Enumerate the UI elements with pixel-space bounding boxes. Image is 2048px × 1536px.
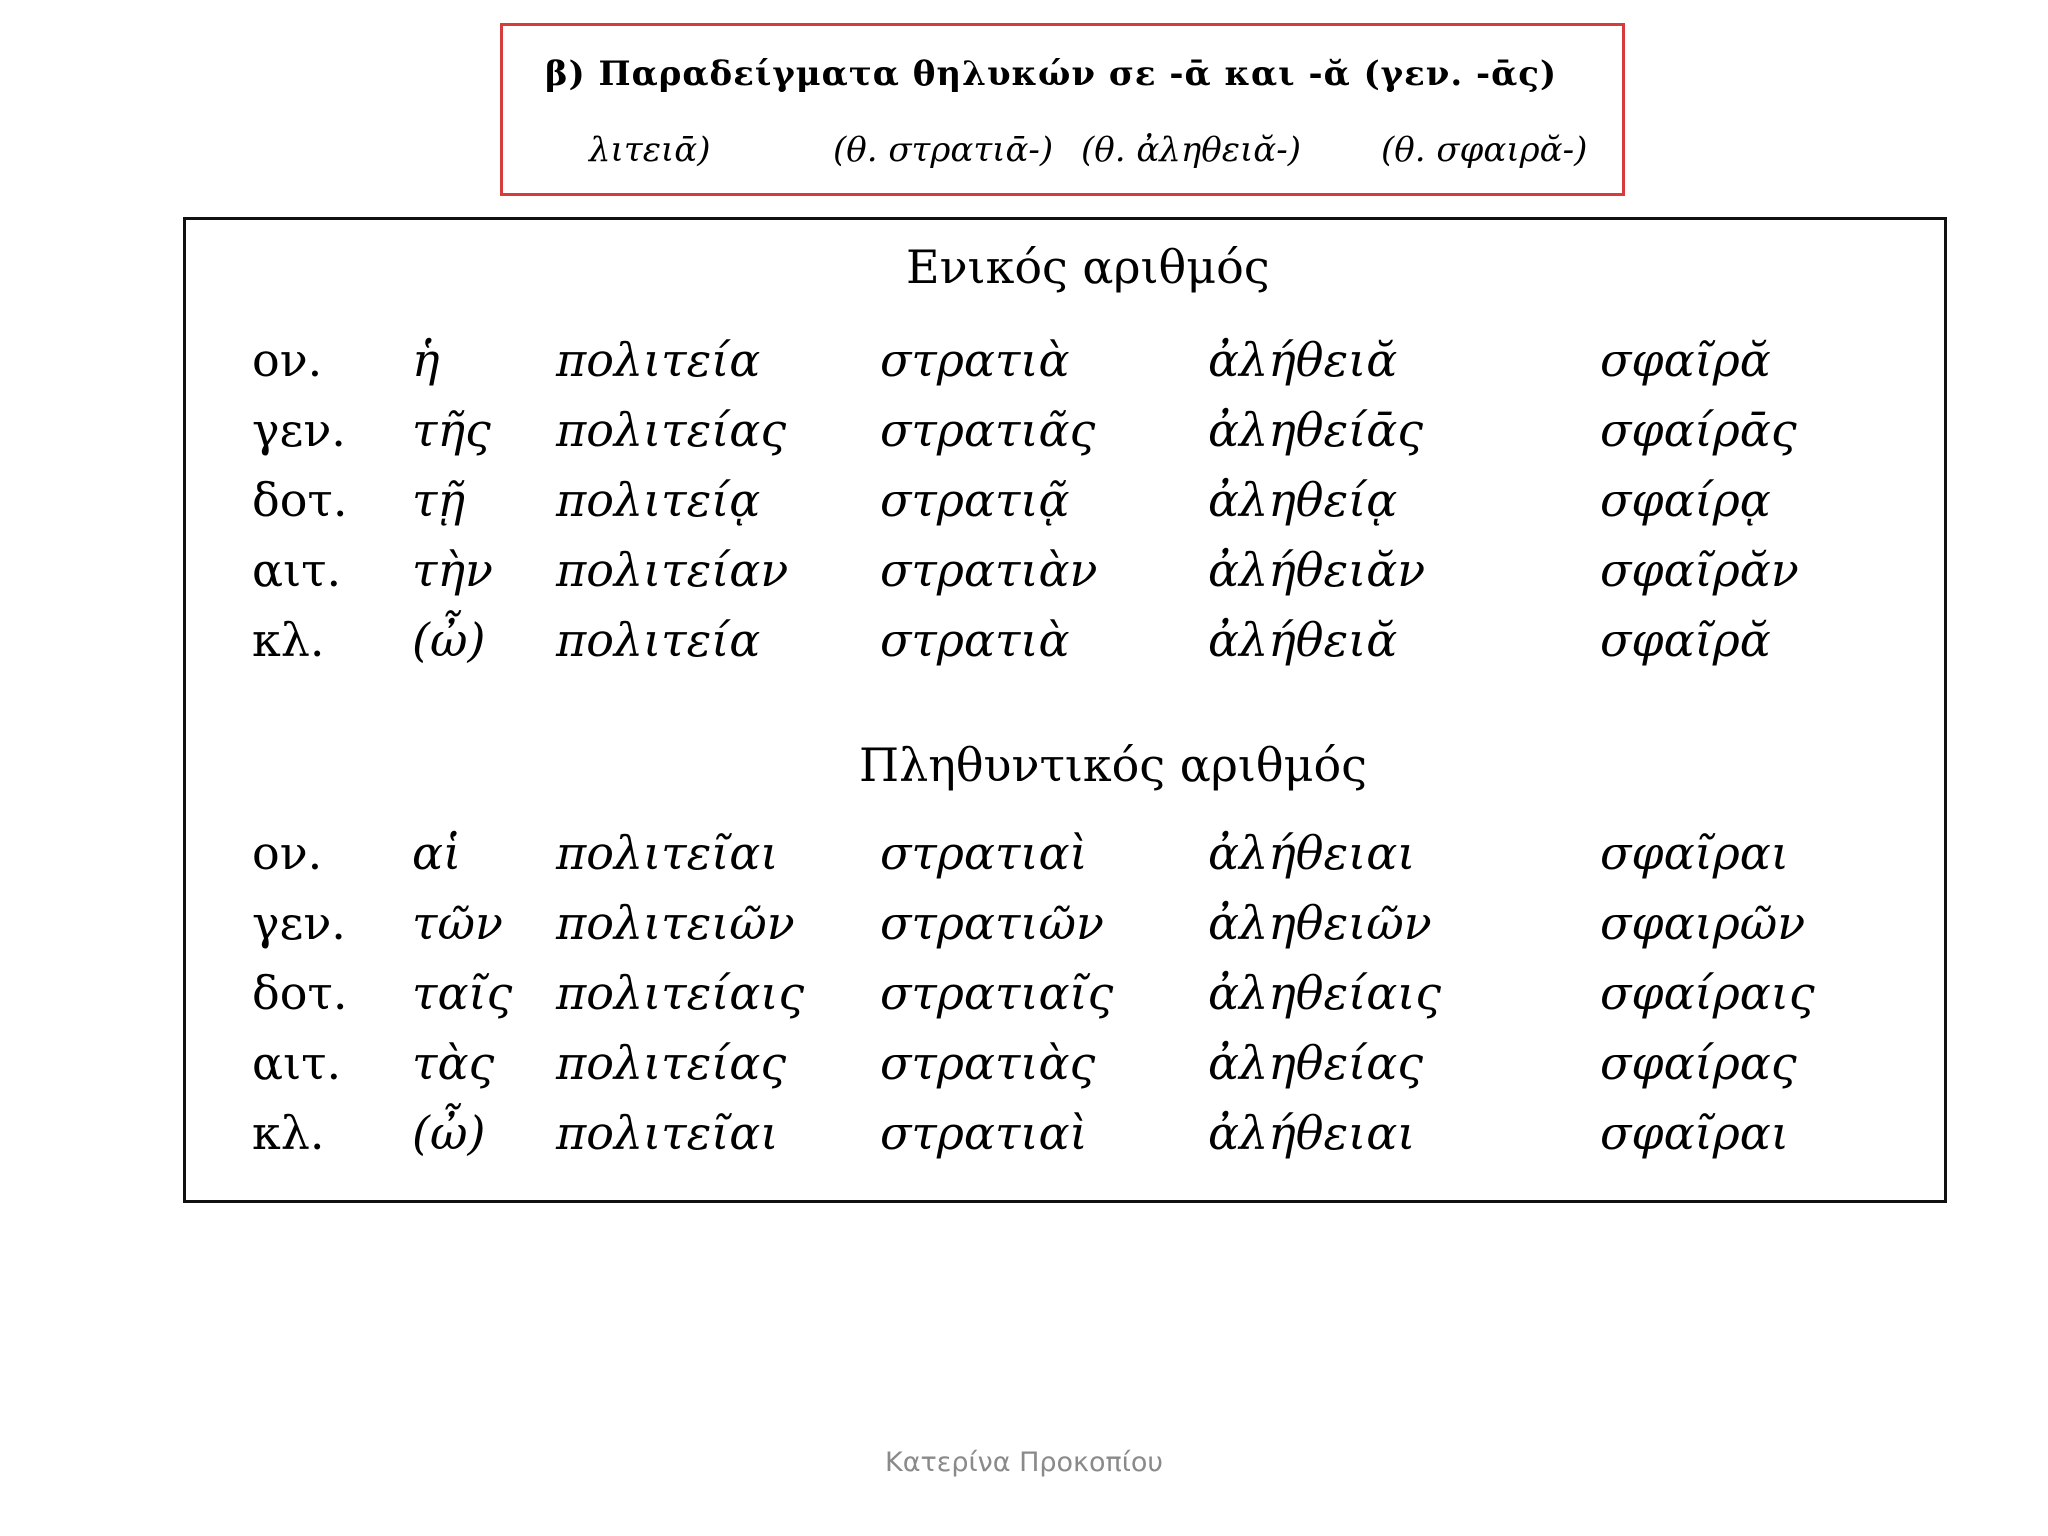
stratia-form: στρατιαὶ — [880, 826, 1088, 880]
politeia-form: πολιτείαις — [556, 966, 805, 1020]
aletheia-form: ἀλήθειαι — [1208, 1106, 1416, 1160]
article-form: τῇ — [412, 473, 466, 527]
plural-row — [186, 963, 1944, 1033]
article-form: (ὦ) — [412, 613, 486, 667]
aletheia-form: ἀληθειῶν — [1208, 896, 1432, 950]
stem-aletheia: (θ. ἀληθειᾰ-) — [1081, 130, 1301, 170]
stem-sfaira: (θ. σφαιρᾰ-) — [1381, 130, 1588, 170]
sfaira-form: σφαίρᾱς — [1600, 403, 1797, 457]
article-form: ἡ — [412, 333, 440, 387]
stratia-form: στρατιᾶς — [880, 403, 1096, 457]
aletheia-form: ἀλήθειᾰ — [1208, 333, 1398, 387]
aletheia-form: ἀληθείαις — [1208, 966, 1442, 1020]
politeia-form: πολιτεῖαι — [556, 1106, 779, 1160]
sfaira-form: σφαίραις — [1600, 966, 1815, 1020]
article-form: (ὦ) — [412, 1106, 486, 1160]
singular-row — [186, 610, 1944, 680]
sfaira-form: σφαῖρᾰ — [1600, 333, 1771, 387]
plural-heading: Πληθυντικός αριθμός — [859, 738, 1367, 792]
aletheia-form: ἀλήθειᾰν — [1208, 543, 1426, 597]
aletheia-form: ἀλήθειαι — [1208, 826, 1416, 880]
aletheia-form: ἀληθείᾳ — [1208, 473, 1398, 527]
case-label: ον. — [252, 333, 323, 387]
plural-row — [186, 823, 1944, 893]
declension-table — [183, 217, 1947, 1203]
singular-row — [186, 470, 1944, 540]
article-form: τὰς — [412, 1036, 495, 1090]
aletheia-form: ἀληθείᾱς — [1208, 403, 1424, 457]
article-form: τὴν — [412, 543, 493, 597]
politeia-form: πολιτείας — [556, 403, 787, 457]
plural-row — [186, 1103, 1944, 1173]
header-title: β) Παραδείγματα θηλυκών σε -ᾱ και -ᾰ (γεν. -ᾱς) — [545, 54, 1558, 94]
article-form: τῆς — [412, 403, 491, 457]
singular-heading: Ενικός αριθμός — [906, 240, 1270, 294]
case-label: γεν. — [252, 403, 346, 457]
case-label: γεν. — [252, 896, 346, 950]
politeia-form: πολιτείαν — [556, 543, 789, 597]
singular-row — [186, 330, 1944, 400]
sfaira-form: σφαίρας — [1600, 1036, 1797, 1090]
stem-stratia: (θ. στρατιᾱ-) — [833, 130, 1054, 170]
singular-row — [186, 400, 1944, 470]
case-label: δοτ. — [252, 473, 348, 527]
footer-author: Κατερίνα Προκοπίου — [884, 1447, 1163, 1478]
politeia-form: πολιτεῖαι — [556, 826, 779, 880]
article-form: ταῖς — [412, 966, 513, 1020]
case-label: ον. — [252, 826, 323, 880]
stratia-form: στρατιὰν — [880, 543, 1098, 597]
plural-row — [186, 1033, 1944, 1103]
stratia-form: στρατιᾷ — [880, 473, 1070, 527]
case-label: κλ. — [252, 613, 325, 667]
sfaira-form: σφαῖραι — [1600, 826, 1789, 880]
plural-row — [186, 893, 1944, 963]
sfaira-form: σφαιρῶν — [1600, 896, 1806, 950]
stem-politeia: λιτειᾱ) — [589, 130, 711, 170]
singular-row — [186, 540, 1944, 610]
aletheia-form: ἀληθείας — [1208, 1036, 1424, 1090]
article-form: αἱ — [412, 826, 462, 880]
sfaira-form: σφαῖρᾰν — [1600, 543, 1799, 597]
stratia-form: στρατιῶν — [880, 896, 1104, 950]
case-label: αιτ. — [252, 543, 342, 597]
stratia-form: στρατιαὶ — [880, 1106, 1088, 1160]
stratia-form: στρατιὰ — [880, 613, 1070, 667]
politeia-form: πολιτεία — [556, 333, 761, 387]
politeia-form: πολιτειῶν — [556, 896, 795, 950]
stratia-form: στρατιαῖς — [880, 966, 1114, 1020]
case-label: κλ. — [252, 1106, 325, 1160]
article-form: τῶν — [412, 896, 503, 950]
case-label: αιτ. — [252, 1036, 342, 1090]
aletheia-form: ἀλήθειᾰ — [1208, 613, 1398, 667]
sfaira-form: σφαῖραι — [1600, 1106, 1789, 1160]
politeia-form: πολιτεία — [556, 613, 761, 667]
header-box — [500, 23, 1625, 196]
politeia-form: πολιτείᾳ — [556, 473, 761, 527]
politeia-form: πολιτείας — [556, 1036, 787, 1090]
sfaira-form: σφαίρᾳ — [1600, 473, 1771, 527]
case-label: δοτ. — [252, 966, 348, 1020]
stratia-form: στρατιὰ — [880, 333, 1070, 387]
stratia-form: στρατιὰς — [880, 1036, 1096, 1090]
sfaira-form: σφαῖρᾰ — [1600, 613, 1771, 667]
